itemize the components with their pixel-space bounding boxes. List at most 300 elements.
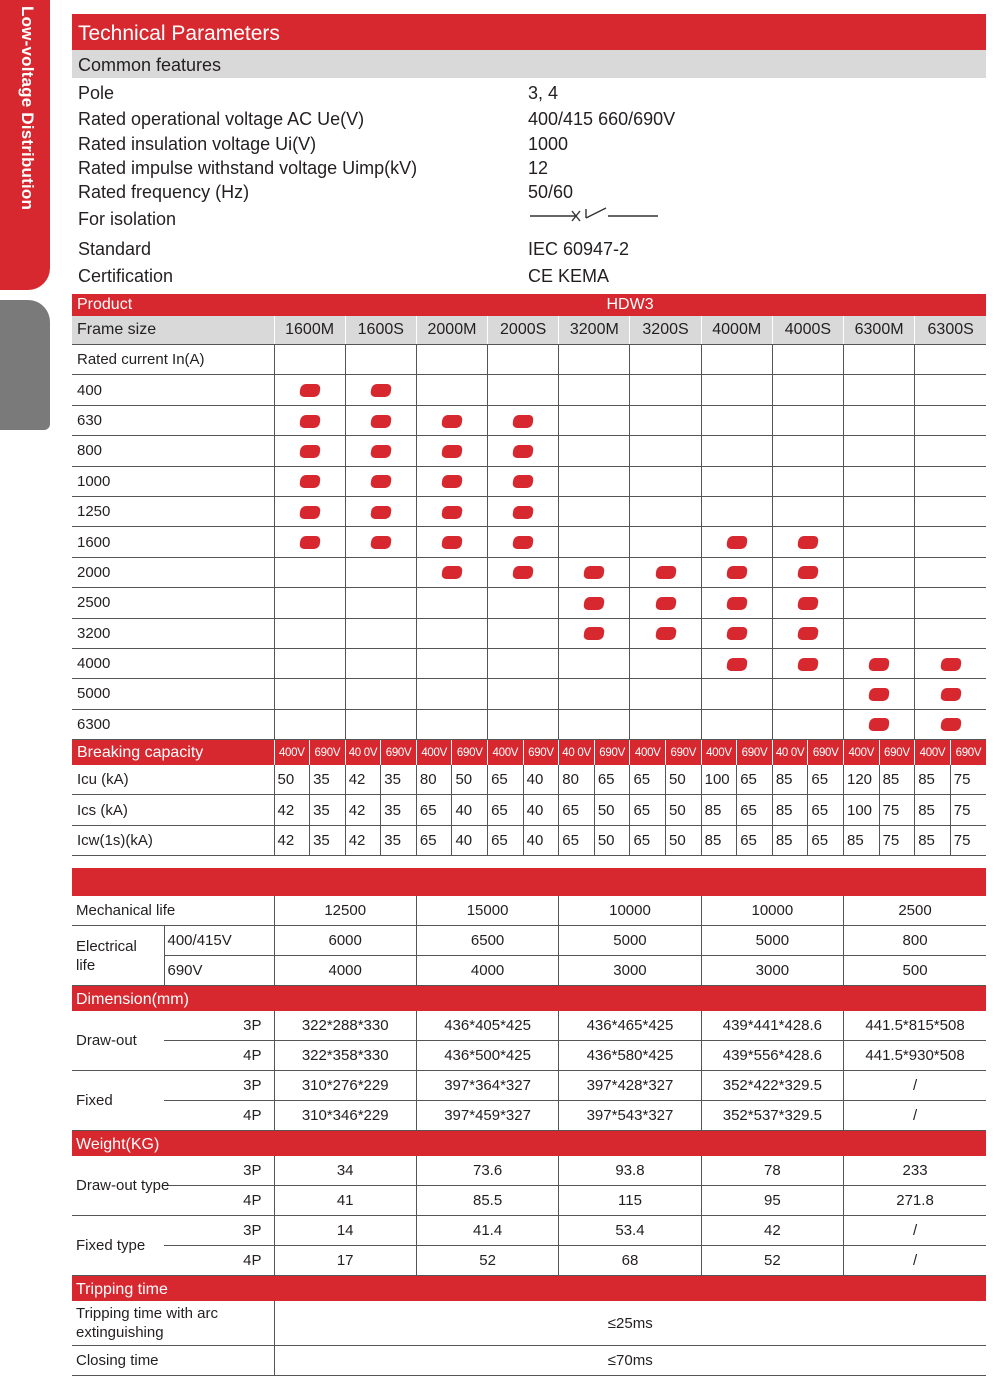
- availability-cell: [488, 648, 559, 678]
- breaking-row: [72, 825, 986, 855]
- breaking-value: 40: [523, 765, 559, 795]
- available-marker-icon: [797, 566, 819, 579]
- weight-value: 95: [701, 1186, 843, 1216]
- pole-label: 4P: [164, 1186, 274, 1216]
- tripping-value: ≤70ms: [274, 1346, 986, 1376]
- mechanical-life-value: 12500: [274, 896, 416, 926]
- tripping-label: Closing time: [72, 1346, 274, 1376]
- availability-cell: [630, 466, 701, 496]
- availability-cell: [630, 496, 701, 526]
- rated-current-row: [72, 345, 986, 375]
- availability-cell: [416, 557, 487, 587]
- availability-cell: [772, 496, 843, 526]
- available-marker-icon: [512, 566, 534, 579]
- breaking-value: 50: [666, 765, 702, 795]
- breaking-value: 50: [594, 795, 630, 825]
- electrical-life-value: 800: [844, 926, 986, 956]
- feature-value: CE KEMA: [528, 266, 610, 286]
- dimension-value: 439*556*428.6: [701, 1041, 843, 1071]
- breaking-value: 65: [559, 825, 595, 855]
- availability-cell: [345, 679, 416, 709]
- life-table: [72, 896, 986, 986]
- voltage-header: 400V: [630, 740, 666, 766]
- availability-cell: [274, 405, 345, 435]
- weight-group-label: Fixed type: [72, 1216, 164, 1276]
- available-marker-icon: [512, 445, 534, 458]
- availability-cell: [559, 588, 630, 618]
- feature-value: IEC 60947-2: [528, 239, 630, 259]
- feature-name: Certification: [78, 266, 174, 286]
- availability-cell: [345, 436, 416, 466]
- availability-cell: [416, 375, 487, 405]
- availability-cell: [844, 496, 915, 526]
- available-marker-icon: [299, 445, 321, 458]
- current-value: 5000: [72, 679, 274, 709]
- availability-cell: [844, 527, 915, 557]
- available-marker-icon: [441, 536, 463, 549]
- availability-cell: [915, 436, 986, 466]
- feature-name: Pole: [78, 83, 115, 103]
- breaking-capacity-row: [72, 740, 986, 766]
- voltage-header: 400V: [488, 740, 524, 766]
- breaking-value: 35: [310, 795, 346, 825]
- current-row: [72, 436, 986, 466]
- feature-name: For isolation: [78, 209, 177, 229]
- product-model: HDW3: [274, 294, 986, 316]
- frame-size-label: Frame size: [72, 316, 274, 345]
- dimension-value: 436*500*425: [416, 1041, 558, 1071]
- availability-cell: [345, 375, 416, 405]
- side-tab-label: Low-voltage Distribution: [18, 6, 37, 211]
- breaking-value: 65: [630, 795, 666, 825]
- dimension-value: 397*543*327: [559, 1101, 701, 1131]
- availability-cell: [488, 618, 559, 648]
- availability-cell: [488, 466, 559, 496]
- weight-value: 68: [559, 1246, 701, 1276]
- availability-cell: [772, 466, 843, 496]
- breaking-value: 35: [381, 825, 417, 855]
- availability-cell: [488, 709, 559, 739]
- current-value: 6300: [72, 709, 274, 739]
- product-header-row: [72, 294, 986, 316]
- availability-cell: [416, 436, 487, 466]
- pole-label: 3P: [164, 1216, 274, 1246]
- availability-cell: [630, 709, 701, 739]
- weight-table: [72, 1156, 986, 1276]
- available-marker-icon: [797, 627, 819, 640]
- mechanical-life-value: 15000: [416, 896, 558, 926]
- weight-value: 52: [701, 1246, 843, 1276]
- dimension-value: 310*276*229: [274, 1071, 416, 1101]
- breaking-value: 65: [737, 765, 773, 795]
- tripping-label: Tripping time with arc extinguishing: [72, 1301, 274, 1346]
- empty-cell: [488, 345, 559, 375]
- isolation-symbol-icon: [528, 204, 986, 234]
- dimension-value: /: [844, 1101, 986, 1131]
- availability-cell: [844, 648, 915, 678]
- dimension-value: 322*288*330: [274, 1011, 416, 1041]
- current-value: 4000: [72, 648, 274, 678]
- dimension-group-label: Draw-out: [72, 1011, 164, 1071]
- availability-cell: [345, 648, 416, 678]
- empty-cell: [701, 345, 772, 375]
- available-marker-icon: [512, 415, 534, 428]
- availability-cell: [274, 709, 345, 739]
- voltage-header: 40 0V: [559, 740, 595, 766]
- current-row: [72, 496, 986, 526]
- available-marker-icon: [370, 475, 392, 488]
- tripping-row: [72, 1346, 986, 1376]
- breaking-value: 42: [345, 795, 381, 825]
- frame-size-2000M: 2000M: [416, 316, 487, 345]
- voltage-header: 690V: [950, 740, 986, 766]
- electrical-life-value: 4000: [274, 956, 416, 986]
- tech-params-page: [72, 14, 986, 1376]
- breaking-value: 35: [310, 765, 346, 795]
- dimension-value: 436*580*425: [559, 1041, 701, 1071]
- voltage-header: 40 0V: [772, 740, 808, 766]
- availability-cell: [559, 557, 630, 587]
- electrical-label-line1: Electrical: [76, 937, 137, 955]
- weight-row: [72, 1246, 986, 1276]
- breaking-value: 42: [274, 825, 310, 855]
- dimension-row: [72, 1041, 986, 1071]
- current-row: [72, 618, 986, 648]
- voltage-header: 690V: [737, 740, 773, 766]
- weight-value: 271.8: [844, 1186, 986, 1216]
- frame-size-4000S: 4000S: [772, 316, 843, 345]
- available-marker-icon: [299, 475, 321, 488]
- availability-cell: [915, 588, 986, 618]
- breaking-value: 40: [452, 825, 488, 855]
- available-marker-icon: [726, 597, 748, 610]
- breaking-value: 85: [772, 825, 808, 855]
- available-marker-icon: [441, 445, 463, 458]
- weight-value: 41: [274, 1186, 416, 1216]
- electrical-life-value: 5000: [701, 926, 843, 956]
- available-marker-icon: [726, 566, 748, 579]
- voltage-header: 400V: [416, 740, 452, 766]
- breaking-value: 50: [274, 765, 310, 795]
- availability-cell: [559, 496, 630, 526]
- availability-cell: [274, 527, 345, 557]
- availability-cell: [915, 557, 986, 587]
- product-table: [72, 294, 986, 856]
- availability-cell: [772, 588, 843, 618]
- breaking-value: 65: [808, 825, 844, 855]
- electrical-life-value: 6000: [274, 926, 416, 956]
- breaking-row-label: Icw(1s)(kA): [72, 825, 274, 855]
- available-marker-icon: [583, 597, 605, 610]
- availability-cell: [772, 618, 843, 648]
- electrical-voltage: 690V: [164, 956, 274, 986]
- frame-size-3200S: 3200S: [630, 316, 701, 345]
- breaking-value: 65: [416, 825, 452, 855]
- common-feature-row: [72, 132, 986, 156]
- breaking-value: 65: [630, 765, 666, 795]
- dimension-header: Dimension(mm): [72, 986, 986, 1011]
- dimension-value: 439*441*428.6: [701, 1011, 843, 1041]
- availability-cell: [559, 527, 630, 557]
- empty-cell: [416, 345, 487, 375]
- dimension-value: 436*465*425: [559, 1011, 701, 1041]
- feature-value: 50/60: [528, 182, 574, 202]
- availability-cell: [559, 709, 630, 739]
- breaking-value: 85: [772, 765, 808, 795]
- availability-cell: [844, 466, 915, 496]
- availability-cell: [345, 618, 416, 648]
- availability-cell: [488, 588, 559, 618]
- availability-cell: [416, 679, 487, 709]
- breaking-row-label: Ics (kA): [72, 795, 274, 825]
- availability-cell: [559, 466, 630, 496]
- frame-size-4000M: 4000M: [701, 316, 772, 345]
- voltage-header: 690V: [879, 740, 915, 766]
- availability-cell: [701, 588, 772, 618]
- available-marker-icon: [441, 566, 463, 579]
- availability-cell: [416, 588, 487, 618]
- electrical-life-value: 4000: [416, 956, 558, 986]
- empty-cell: [345, 345, 416, 375]
- breaking-value: 75: [879, 795, 915, 825]
- availability-cell: [701, 375, 772, 405]
- electrical-life-value: 3000: [701, 956, 843, 986]
- availability-cell: [701, 466, 772, 496]
- rated-current-label: Rated current In(A): [72, 345, 274, 375]
- section-divider: [72, 868, 986, 896]
- availability-cell: [844, 405, 915, 435]
- breaking-value: 50: [452, 765, 488, 795]
- weight-value: /: [844, 1246, 986, 1276]
- breaking-value: 35: [381, 795, 417, 825]
- dimension-value: 441.5*815*508: [844, 1011, 986, 1041]
- dimension-row: [72, 1071, 986, 1101]
- weight-value: 53.4: [559, 1216, 701, 1246]
- weight-value: 42: [701, 1216, 843, 1246]
- electrical-life-value: 5000: [559, 926, 701, 956]
- available-marker-icon: [797, 597, 819, 610]
- availability-cell: [345, 466, 416, 496]
- availability-cell: [559, 679, 630, 709]
- breaking-value: 65: [737, 795, 773, 825]
- frame-size-6300S: 6300S: [915, 316, 986, 345]
- breaking-value: 75: [879, 825, 915, 855]
- empty-cell: [630, 345, 701, 375]
- dimension-value: 397*364*327: [416, 1071, 558, 1101]
- availability-cell: [772, 405, 843, 435]
- feature-name: Rated impulse withstand voltage Uimp(kV): [78, 158, 418, 178]
- availability-cell: [701, 496, 772, 526]
- weight-value: 73.6: [416, 1156, 558, 1186]
- availability-cell: [274, 466, 345, 496]
- availability-cell: [915, 679, 986, 709]
- breaking-value: 65: [488, 825, 524, 855]
- availability-cell: [488, 436, 559, 466]
- current-value: 1250: [72, 496, 274, 526]
- current-value: 630: [72, 405, 274, 435]
- availability-cell: [844, 557, 915, 587]
- availability-cell: [274, 588, 345, 618]
- electrical-life-label: [72, 926, 164, 986]
- weight-row: [72, 1156, 986, 1186]
- available-marker-icon: [512, 506, 534, 519]
- breaking-value: 75: [950, 795, 986, 825]
- availability-cell: [345, 405, 416, 435]
- available-marker-icon: [299, 536, 321, 549]
- breaking-value: 100: [701, 765, 737, 795]
- current-value: 1000: [72, 466, 274, 496]
- tripping-table: [72, 1301, 986, 1376]
- available-marker-icon: [655, 597, 677, 610]
- availability-cell: [274, 496, 345, 526]
- empty-cell: [915, 345, 986, 375]
- availability-cell: [274, 648, 345, 678]
- tripping-row: [72, 1301, 986, 1346]
- availability-cell: [915, 527, 986, 557]
- availability-cell: [416, 527, 487, 557]
- available-marker-icon: [655, 566, 677, 579]
- availability-cell: [915, 496, 986, 526]
- available-marker-icon: [299, 384, 321, 397]
- availability-cell: [488, 527, 559, 557]
- common-feature-row: [72, 264, 986, 288]
- available-marker-icon: [940, 658, 962, 671]
- available-marker-icon: [370, 536, 392, 549]
- available-marker-icon: [583, 627, 605, 640]
- feature-value: 400/415 660/690V: [528, 109, 676, 129]
- weight-value: 78: [701, 1156, 843, 1186]
- availability-cell: [844, 436, 915, 466]
- breaking-value: 35: [310, 825, 346, 855]
- weight-value: 41.4: [416, 1216, 558, 1246]
- availability-cell: [345, 496, 416, 526]
- feature-name: Rated frequency (Hz): [78, 182, 250, 202]
- available-marker-icon: [370, 445, 392, 458]
- breaking-value: 40: [523, 825, 559, 855]
- availability-cell: [416, 405, 487, 435]
- availability-cell: [772, 648, 843, 678]
- availability-cell: [701, 405, 772, 435]
- current-row: [72, 405, 986, 435]
- empty-cell: [772, 345, 843, 375]
- voltage-header: 400V: [701, 740, 737, 766]
- weight-value: /: [844, 1216, 986, 1246]
- common-feature-row: [72, 106, 986, 132]
- breaking-value: 85: [701, 825, 737, 855]
- breaking-value: 42: [274, 795, 310, 825]
- empty-cell: [559, 345, 630, 375]
- available-marker-icon: [726, 658, 748, 671]
- availability-cell: [772, 679, 843, 709]
- breaking-value: 65: [808, 765, 844, 795]
- common-feature-row: [72, 180, 986, 204]
- availability-cell: [915, 709, 986, 739]
- availability-cell: [915, 648, 986, 678]
- availability-cell: [630, 588, 701, 618]
- frame-size-3200M: 3200M: [559, 316, 630, 345]
- pole-label: 4P: [164, 1041, 274, 1071]
- available-marker-icon: [726, 536, 748, 549]
- availability-cell: [772, 436, 843, 466]
- availability-cell: [701, 679, 772, 709]
- page-title: Technical Parameters: [72, 14, 986, 50]
- current-value: 3200: [72, 618, 274, 648]
- availability-cell: [559, 436, 630, 466]
- dimension-value: 436*405*425: [416, 1011, 558, 1041]
- weight-value: 93.8: [559, 1156, 701, 1186]
- voltage-header: 690V: [666, 740, 702, 766]
- current-value: 800: [72, 436, 274, 466]
- breaking-value: 50: [666, 795, 702, 825]
- available-marker-icon: [299, 506, 321, 519]
- available-marker-icon: [940, 718, 962, 731]
- available-marker-icon: [868, 658, 890, 671]
- breaking-value: 85: [772, 795, 808, 825]
- common-features-header: Common features: [72, 50, 986, 78]
- available-marker-icon: [797, 658, 819, 671]
- feature-name: Standard: [78, 239, 152, 259]
- breaking-row: [72, 795, 986, 825]
- dimension-value: 397*428*327: [559, 1071, 701, 1101]
- dimension-table: [72, 1011, 986, 1131]
- availability-cell: [630, 405, 701, 435]
- breaking-value: 65: [594, 765, 630, 795]
- mechanical-life-row: [72, 896, 986, 926]
- availability-cell: [772, 709, 843, 739]
- availability-cell: [488, 375, 559, 405]
- available-marker-icon: [441, 415, 463, 428]
- breaking-value: 42: [345, 765, 381, 795]
- common-feature-row: [72, 234, 986, 264]
- breaking-value: 85: [879, 765, 915, 795]
- availability-cell: [844, 618, 915, 648]
- dimension-value: 397*459*327: [416, 1101, 558, 1131]
- weight-value: 52: [416, 1246, 558, 1276]
- side-tab-secondary: [0, 300, 50, 430]
- availability-cell: [701, 557, 772, 587]
- availability-cell: [488, 496, 559, 526]
- feature-value: 12: [528, 158, 549, 178]
- availability-cell: [416, 466, 487, 496]
- breaking-value: 65: [488, 765, 524, 795]
- weight-value: 34: [274, 1156, 416, 1186]
- frame-size-6300M: 6300M: [844, 316, 915, 345]
- available-marker-icon: [441, 475, 463, 488]
- dimension-row: [72, 1011, 986, 1041]
- availability-cell: [559, 375, 630, 405]
- breaking-value: 80: [559, 765, 595, 795]
- current-row: [72, 679, 986, 709]
- available-marker-icon: [512, 475, 534, 488]
- feature-value: 3, 4: [528, 83, 559, 103]
- availability-cell: [630, 618, 701, 648]
- frame-size-1600M: 1600M: [274, 316, 345, 345]
- weight-value: 233: [844, 1156, 986, 1186]
- availability-cell: [488, 557, 559, 587]
- breaking-value: 85: [844, 825, 880, 855]
- mechanical-life-value: 10000: [701, 896, 843, 926]
- availability-cell: [844, 588, 915, 618]
- common-feature-row: [72, 204, 986, 234]
- availability-cell: [345, 527, 416, 557]
- availability-cell: [844, 709, 915, 739]
- electrical-voltage: 400/415V: [164, 926, 274, 956]
- breaking-row-label: Icu (kA): [72, 765, 274, 795]
- availability-cell: [345, 588, 416, 618]
- current-row: [72, 648, 986, 678]
- availability-cell: [488, 405, 559, 435]
- pole-label: 3P: [164, 1011, 274, 1041]
